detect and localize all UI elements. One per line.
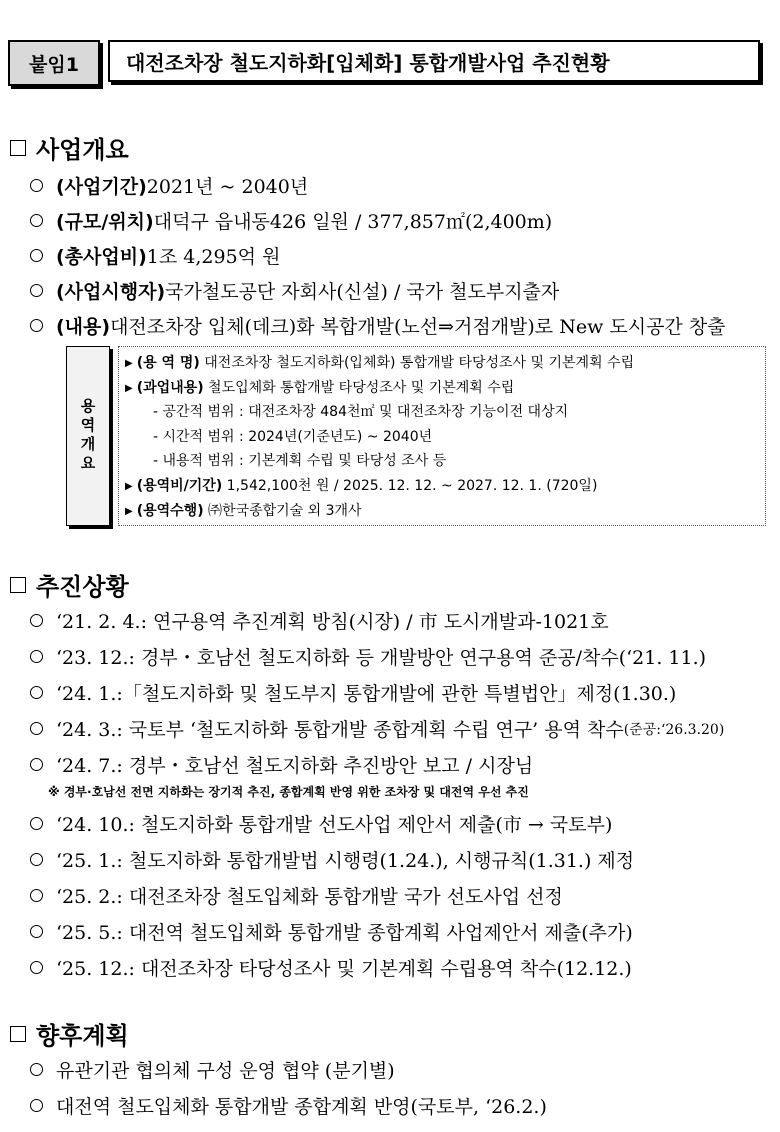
circle-bullet-icon [30, 284, 43, 297]
section-heading-progress [10, 567, 129, 602]
service-content-line: ▶ (과업내용) 철도입체화 통합개발 타당성조사 및 기본계획 수립 [125, 376, 765, 401]
service-sub-spatial: - 공간적 범위 : 대전조차장 484천㎡ 및 대전조차장 기능이전 대상지 [153, 404, 569, 421]
circle-bullet-icon [30, 853, 43, 866]
section-heading-overview [10, 130, 129, 165]
circle-bullet-icon [30, 319, 43, 332]
triangle-bullet-icon: ▶ [125, 358, 133, 369]
progress-item: ‘25. 1.: 철도지하화 통합개발법 시행령(1.24.), 시행규칙(1.31.) 제정 [30, 846, 634, 873]
overview-item-cost [30, 242, 280, 269]
progress-item: ‘25. 2.: 대전조차장 철도입체화 통합개발 국가 선도사업 선정 [30, 882, 563, 909]
item-label: (총사업비) [56, 246, 147, 268]
service-exec-line: ▶ (용역수행) ㈜한국종합기술 외 3개사 [125, 499, 765, 524]
overview-item-content [30, 312, 726, 339]
progress-item: ‘23. 12.: 경부・호남선 철도지하화 등 개발방안 연구용역 준공/착수(‘21. 11.) [30, 643, 706, 670]
section-heading-plan [10, 1016, 129, 1051]
square-bullet-icon [10, 577, 26, 593]
progress-note: ※ 경부·호남선 전면 지하화는 장기적 추진, 종합계획 반영 위한 조차장 및 대전역 우선 추진 [48, 785, 529, 799]
plan-item: 유관기관 협의체 구성 운영 협약 (분기별) [30, 1056, 395, 1083]
section-title: 사업개요 [36, 136, 129, 164]
circle-bullet-icon [30, 925, 43, 938]
circle-bullet-icon [30, 650, 43, 663]
section-title: 추진상황 [36, 573, 129, 601]
item-text: 대전조차장 입체(데크)화 복합개발(노선⇒거점개발)로 New 도시공간 창출 [110, 316, 726, 338]
circle-bullet-icon [30, 817, 43, 830]
triangle-bullet-icon: ▶ [125, 382, 133, 394]
service-sub-temporal: - 시간적 범위 : 2024년(기준년도) ~ 2040년 [153, 428, 433, 445]
overview-item-operator [30, 277, 559, 304]
circle-bullet-icon [30, 1063, 43, 1076]
service-name-line: ▶ (용 역 명) 대전조차장 철도지하화(입체화) 통합개발 타당성조사 및 기본계획 수립 [125, 351, 765, 376]
page-title: 대전조차장 철도지하화[입체화] 통합개발사업 추진현황 [108, 40, 760, 82]
service-overview-box [118, 346, 766, 526]
overview-item-scale [30, 207, 552, 234]
service-overview-side-label: 용역개요 [66, 346, 110, 526]
item-text: 1조 4,295억 원 [146, 246, 281, 268]
item-label: (사업시행자) [56, 281, 166, 303]
item-label: (사업기간) [56, 176, 147, 198]
square-bullet-icon [10, 140, 26, 156]
triangle-bullet-icon: ▶ [125, 505, 133, 517]
service-cost-line: ▶ (용역비/기간) 1,542,100천 원 / 2025. 12. 12. ~ 2027. 12. 1. (720일) [125, 474, 765, 499]
progress-item: ‘24. 3.: 국토부 ‘철도지하화 통합개발 종합계획 수립 연구’ 용역 착수 (준공:‘26.3.20) [30, 715, 724, 742]
circle-bullet-icon [30, 961, 43, 974]
progress-item: ‘24. 10.: 철도지하화 통합개발 선도사업 제안서 제출(市 → 국토부) [30, 810, 612, 837]
square-bullet-icon [10, 1026, 26, 1042]
circle-bullet-icon [30, 614, 43, 627]
page-header [8, 40, 770, 86]
circle-bullet-icon [30, 686, 43, 699]
triangle-bullet-icon: ▶ [125, 480, 133, 492]
overview-item-period [30, 172, 308, 199]
item-text: 국가철도공단 자회사(신설) / 국가 철도부지출자 [165, 281, 560, 303]
attachment-tag: 붙임1 [8, 40, 100, 86]
circle-bullet-icon [30, 179, 43, 192]
circle-bullet-icon [30, 1099, 43, 1112]
progress-item: ‘21. 2. 4.: 연구용역 추진계획 방침(시장) / 市 도시개발과-1021호 [30, 607, 609, 634]
plan-item: 대전역 철도입체화 통합개발 종합계획 반영(국토부, ‘26.2.) [30, 1092, 547, 1119]
item-text: 2021년 ~ 2040년 [146, 176, 309, 198]
item-text: 대덕구 읍내동426 일원 / 377,857㎡(2,400m) [153, 211, 553, 233]
progress-item: ‘24. 1.:「철도지하화 및 철도부지 통합개발에 관한 특별법안」제정(1.30.) [30, 679, 676, 706]
item-label: (내용) [56, 316, 111, 338]
circle-bullet-icon [30, 722, 43, 735]
circle-bullet-icon [30, 249, 43, 262]
circle-bullet-icon [30, 758, 43, 771]
circle-bullet-icon [30, 889, 43, 902]
circle-bullet-icon [30, 214, 43, 227]
service-sub-content: - 내용적 범위 : 기본계획 수립 및 타당성 조사 등 [153, 453, 447, 470]
progress-item: ‘25. 5.: 대전역 철도입체화 통합개발 종합계획 사업제안서 제출(추가) [30, 918, 633, 945]
progress-item: ‘25. 12.: 대전조차장 타당성조사 및 기본계획 수립용역 착수(12.12.) [30, 954, 632, 981]
progress-item: ‘24. 7.: 경부・호남선 철도지하화 추진방안 보고 / 시장님 [30, 751, 533, 778]
section-title: 향후계획 [36, 1022, 129, 1050]
item-label: (규모/위치) [56, 211, 154, 233]
